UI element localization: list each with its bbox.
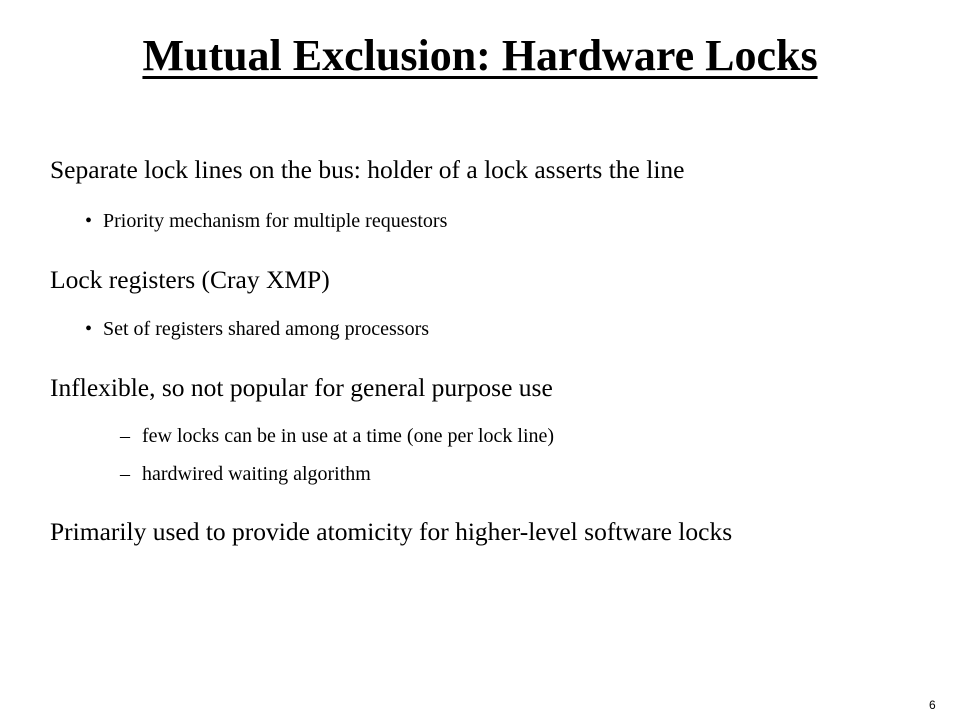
dash-marker: – bbox=[120, 463, 130, 485]
dash-marker: – bbox=[120, 425, 130, 447]
subpoint-text: Priority mechanism for multiple requestors bbox=[103, 210, 448, 232]
slide-title: Mutual Exclusion: Hardware Locks bbox=[142, 31, 818, 80]
point-4: Primarily used to provide atomicity for higher-level software locks bbox=[50, 517, 733, 546]
subpoint-3-2 bbox=[120, 462, 371, 486]
page-number: 6 bbox=[929, 698, 936, 712]
point-2: Lock registers (Cray XMP) bbox=[50, 265, 330, 294]
subpoint-text: few locks can be in use at a time (one per lock line) bbox=[142, 425, 555, 447]
subpoint-2-1 bbox=[85, 317, 429, 341]
point-3: Inflexible, so not popular for general purpose use bbox=[50, 373, 553, 402]
subpoint-text: hardwired waiting algorithm bbox=[142, 463, 371, 485]
bullet-marker: • bbox=[85, 318, 93, 340]
subpoint-3-1 bbox=[120, 424, 554, 448]
point-1: Separate lock lines on the bus: holder of a lock asserts the line bbox=[50, 155, 685, 184]
subpoint-text: Set of registers shared among processors bbox=[103, 318, 430, 340]
bullet-marker: • bbox=[85, 210, 93, 232]
subpoint-1-1 bbox=[85, 209, 447, 233]
